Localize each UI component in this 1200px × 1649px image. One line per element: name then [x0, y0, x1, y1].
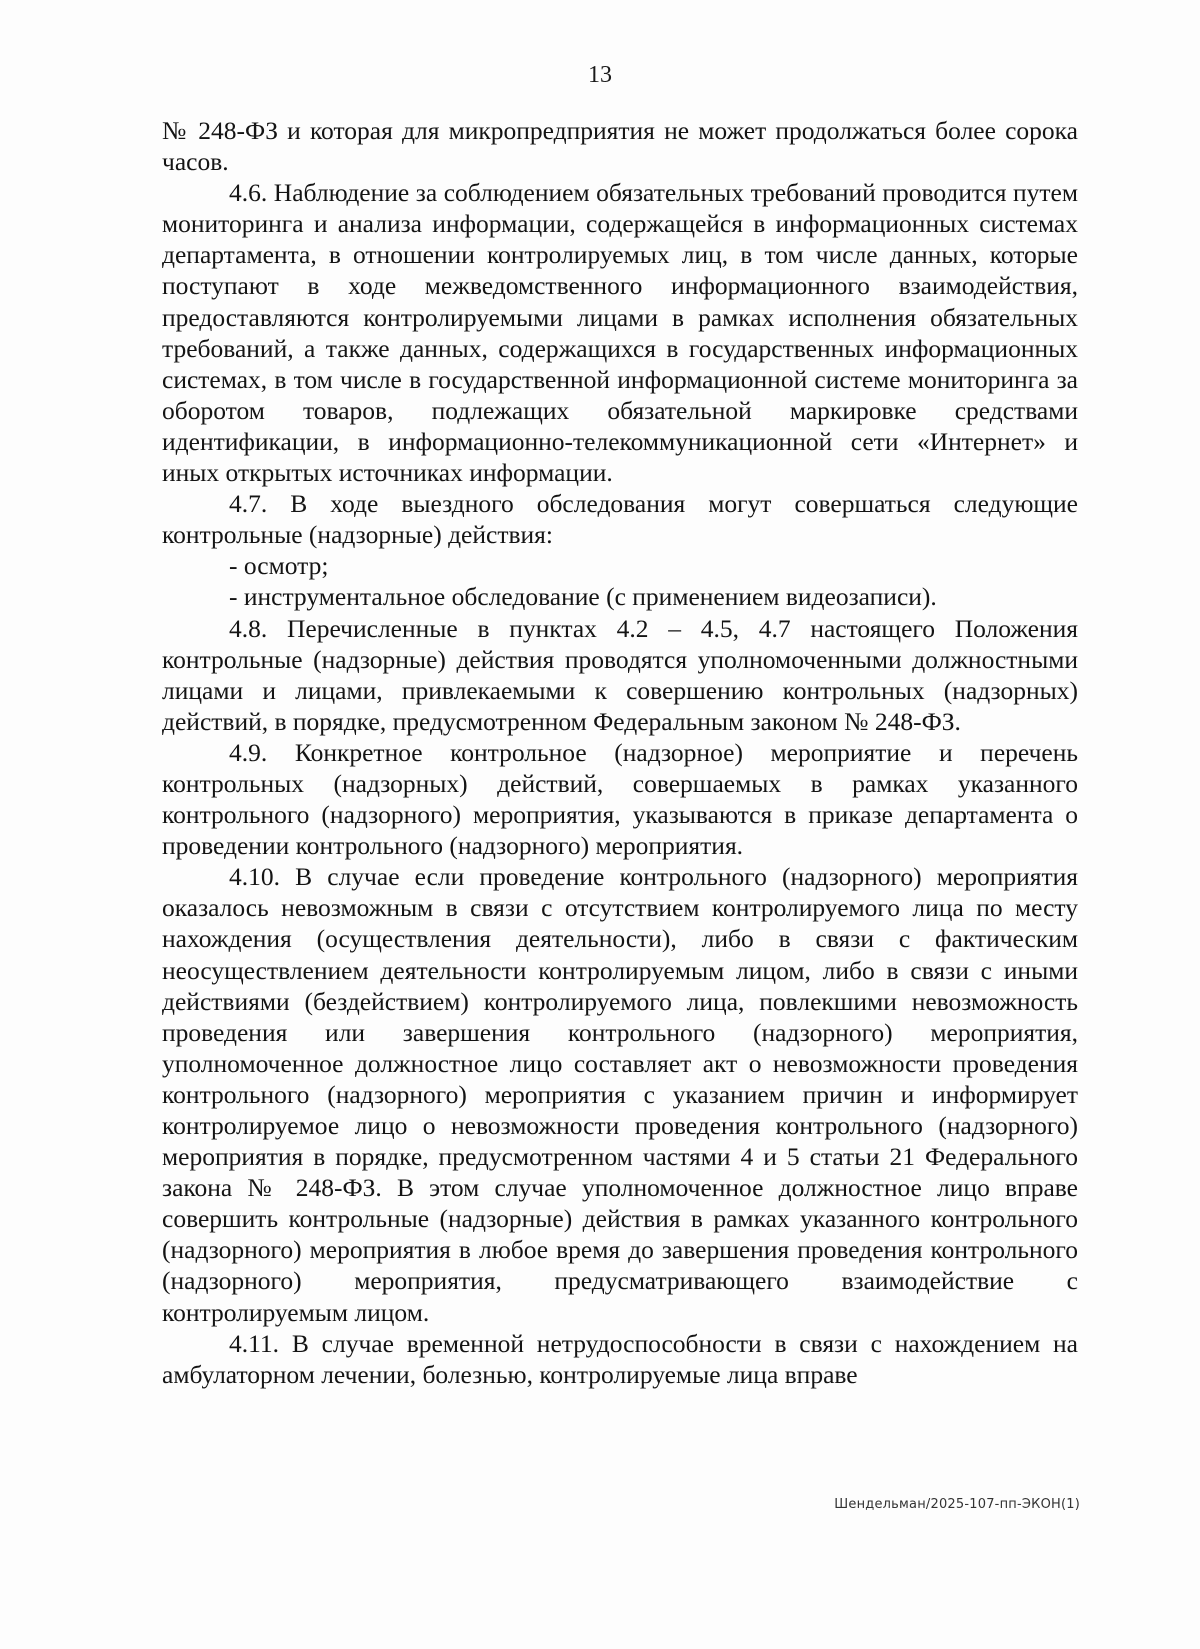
- list-item-inspection: - осмотр;: [229, 551, 329, 581]
- page-number: 13: [588, 62, 612, 88]
- paragraph-4-8: 4.8. Перечисленные в пунктах 4.2 – 4.5, 4.7 настоящего Положения контрольные (надзорные) действия проводятся уполномоченными должностными лицами и лицами, привлекаемыми к совершению контрольных (надзорных) действий, в порядке, предусмотренном Федеральным законом № 248-ФЗ.: [162, 613, 1078, 736]
- paragraph-4-6: 4.6. Наблюдение за соблюдением обязательных требований проводится путем мониторинга и анализа информации, содержащейся в информационных системах департамента, в отношении контролируемых лиц, в том числе данных, которые поступают в ходе межведомственного информационного взаимодействия, предоставляются контролируемыми лицами в рамках исполнения обязательных требований, а также данных, содержащихся в государственных информационных системах, в том числе в государственной информационной системе мониторинга за оборотом товаров, подлежащих обязательной маркировке средствами идентификации, в информационно-телекоммуникационной сети «Интернет» и иных открытых источниках информации.: [162, 178, 1078, 488]
- document-body: [162, 115, 1078, 1390]
- paragraph-4-7: 4.7. В ходе выездного обследования могут совершаться следующие контрольные (надзорные) действия:: [162, 489, 1078, 550]
- paragraph-continuation: № 248-ФЗ и которая для микропредприятия не может продолжаться более сорока часов.: [162, 116, 1078, 177]
- paragraph-4-9: 4.9. Конкретное контрольное (надзорное) мероприятие и перечень контрольных (надзорных) действий, совершаемых в рамках указанного контрольного (надзорного) мероприятия, указываются в приказе департамента о проведении контрольного (надзорного) мероприятия.: [162, 737, 1078, 861]
- document-footer-code: Шендельман/2025-107-пп-ЭКОН(1): [834, 1497, 1080, 1512]
- list-item-instrumental-survey: - инструментальное обследование (с применением видеозаписи).: [229, 582, 937, 612]
- paragraph-4-11: 4.11. В случае временной нетрудоспособности в связи с нахождением на амбулаторном лечении, болезнью, контролируемые лица вправе: [162, 1328, 1078, 1389]
- paragraph-4-10: 4.10. В случае если проведение контрольного (надзорного) мероприятия оказалось невозможным в связи с отсутствием контролируемого лица по месту нахождения (осуществления деятельности), либо в связи с фактическим неосуществлением деятельности контролируемым лицом, либо в связи с иными действиями (бездействием) контролируемого лица, повлекшими невозможность проведения или завершения контрольного (надзорного) мероприятия, уполномоченное должностное лицо составляет акт о невозможности проведения контрольного (надзорного) мероприятия с указанием причин и информирует контролируемое лицо о невозможности проведения контрольного (надзорного) мероприятия в порядке, предусмотренном частями 4 и 5 статьи 21 Федерального закона № 248-ФЗ. В этом случае уполномоченное должностное лицо вправе совершить контрольные (надзорные) действия в рамках указанного контрольного (надзорного) мероприятия в любое время до завершения проведения контрольного (надзорного) мероприятия, предусматривающего взаимодействие с контролируемым лицом.: [162, 862, 1078, 1327]
